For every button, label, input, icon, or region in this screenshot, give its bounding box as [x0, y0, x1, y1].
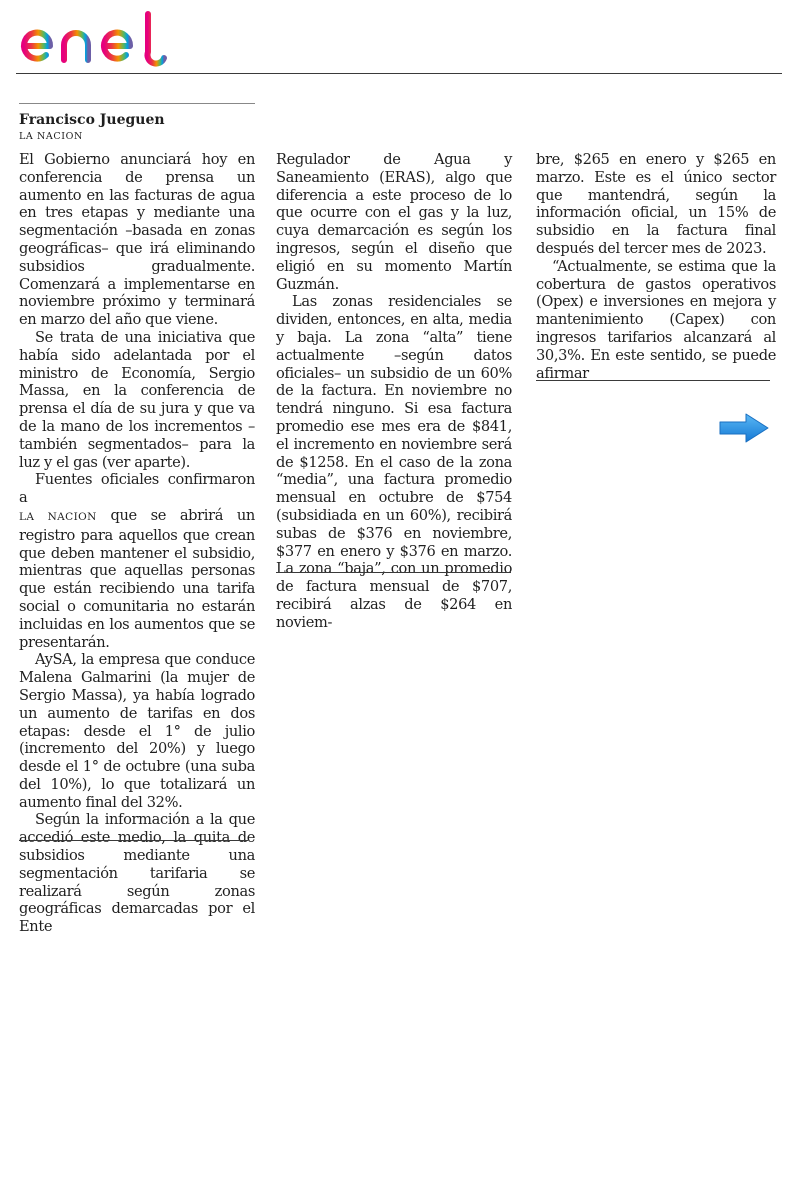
- arrow-right-icon[interactable]: [718, 411, 770, 445]
- column-1-end-rule: [19, 840, 248, 841]
- paragraph: “Actualmente, se estima que la cobertura de gastos operativos (Opex) e inversiones en mejora y mantenimiento (Capex) con ingresos tarifarios alcanzará al 30,3%. En este sentido, se puede afirmar: [536, 257, 776, 382]
- paragraph: Se trata de una iniciativa que había sido adelantada por el ministro de Economía, Sergio Massa, en la conferencia de prensa el día de su jura y que va de la mano de los incrementos –también segmentados– para la luz y el gas (ver aparte).: [19, 328, 255, 471]
- column-3-end-rule: [536, 380, 770, 381]
- article-column-3: [536, 151, 776, 382]
- article-column-2: [276, 151, 512, 632]
- paragraph: Fuentes oficiales confirmaron a LA NACION que se abrirá un registro para aquellos que crean que deben mantener el subsidio, mientras que aquellas personas que están recibiendo una tarifa social o comunitaria no estarán incluidas en los aumentos que se presentarán.: [19, 471, 255, 651]
- article-column-1: [19, 151, 255, 936]
- paragraph: bre, $265 en enero y $265 en marzo. Este es el único sector que mantendrá, según la información oficial, un 15% de subsidio en la factura final después del tercer mes de 2023.: [536, 151, 776, 257]
- header-divider: [16, 73, 782, 74]
- enel-logo: [16, 8, 176, 68]
- paragraph: Las zonas residenciales se dividen, entonces, en alta, media y baja. La zona “alta” tiene actualmente –según datos oficiales– un subsidio de un 60% de la factura. En noviembre no tendrá ninguno. Si esa factura promedio ese mes era de $841, el incremento en noviembre será de $1258. En el caso de la zona “media”, una factura promedio mensual en octubre de $754 (subsidiada en un 60%), recibirá subas de $376 en noviembre, $377 en enero y $376 en marzo. La zona “baja”, con un promedio de factura mensual de $707, recibirá alzas de $264 en noviem-: [276, 293, 512, 631]
- paragraph: AySA, la empresa que conduce Malena Galmarini (la mujer de Sergio Massa), ya había logrado un aumento de tarifas en dos etapas: desde el 1° de julio (incremento del 20%) y luego desde el 1° de octubre (una suba del 10%), lo que totalizará un aumento final del 32%.: [19, 651, 255, 811]
- byline-divider: [19, 103, 255, 104]
- author-name: Francisco Jueguen: [19, 112, 165, 128]
- paragraph: El Gobierno anunciará hoy en conferencia de prensa un aumento en las facturas de agua en tres etapas y mediante una segmentación –basada en zonas geográficas– que irá eliminando subsidios gradualmente. Comenzará a implementarse en noviembre próximo y terminará en marzo del año que viene.: [19, 151, 255, 329]
- column-2-end-rule: [276, 572, 511, 573]
- paragraph: Regulador de Agua y Saneamiento (ERAS), algo que diferencia a este proceso de lo que ocurre con el gas y la luz, cuya demarcación es según los ingresos, según el diseño que eligió en su momento Martín Guzmán.: [276, 151, 512, 293]
- outlet-mention: LA NACION: [19, 510, 97, 523]
- paragraph: Según la información a la que accedió este medio, la quita de subsidios mediante una segmentación tarifaria se realizará según zonas geográficas demarcadas por el Ente: [19, 811, 255, 936]
- outlet-name: LA NACION: [19, 131, 83, 142]
